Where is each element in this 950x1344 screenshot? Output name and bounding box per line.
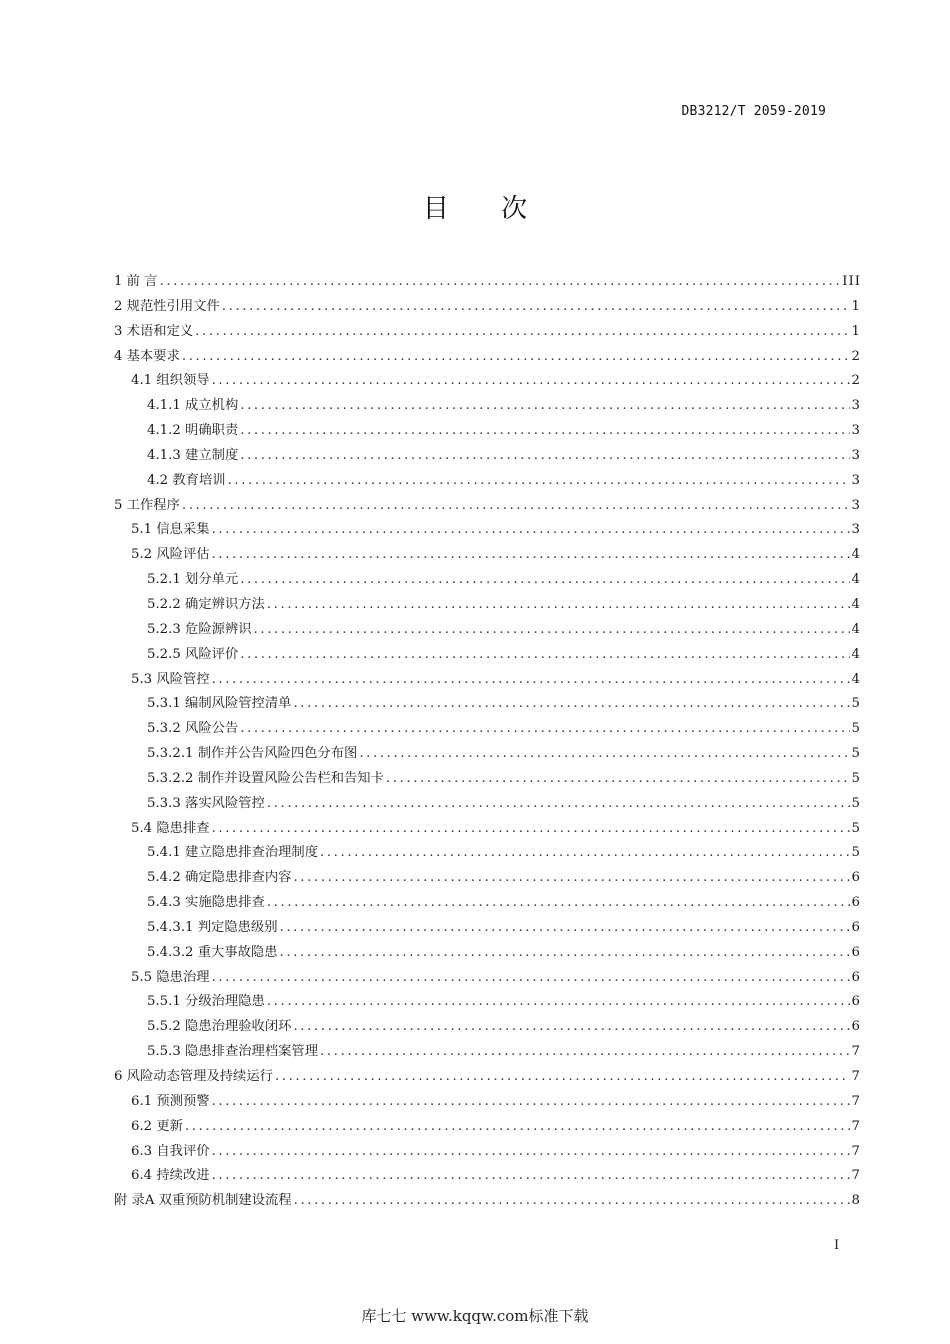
toc-entry[interactable] [114, 692, 861, 717]
toc-entry-label: 5 工作程序 [114, 497, 180, 513]
toc-entry-page: 5 [851, 746, 861, 762]
toc-entry-label: 5.3.3 落实风险管控 [147, 795, 265, 811]
toc-dot-leader [212, 970, 850, 985]
toc-entry-label: 6.2 更新 [131, 1118, 183, 1134]
toc-entry-label: 5.5.2 隐患治理验收闭环 [147, 1019, 292, 1035]
toc-dot-leader [320, 845, 850, 860]
toc-dot-leader [293, 870, 849, 885]
toc-entry-label: 5.3.2.2 制作并设置风险公告栏和告知卡 [147, 770, 384, 786]
toc-dot-leader [240, 423, 849, 438]
toc-entry-label: 5.2 风险评估 [131, 547, 210, 563]
toc-entry-label: 5.3.2 风险公告 [147, 721, 239, 737]
toc-entry-page: 4 [851, 671, 861, 687]
toc-entry-page: 3 [851, 447, 861, 463]
document-code: DB3212/T 2059-2019 [681, 104, 826, 119]
toc-dot-leader [359, 746, 849, 761]
toc-entry-label: 6 风险动态管理及持续运行 [114, 1069, 273, 1084]
toc-entry[interactable] [114, 295, 861, 320]
toc-entry[interactable] [114, 444, 861, 469]
toc-dot-leader [293, 1019, 849, 1034]
toc-entry-page: 6 [851, 870, 861, 886]
toc-entry[interactable] [114, 817, 861, 842]
toc-entry[interactable] [114, 1015, 861, 1040]
toc-entry-page: 3 [851, 398, 861, 414]
toc-entry-label: 1 前 言 [114, 274, 158, 289]
toc-entry-label: 5.4.3 实施隐患排查 [147, 895, 265, 911]
toc-entry[interactable] [114, 320, 861, 345]
toc-entry-label: 5.4.2 确定隐患排查内容 [147, 870, 292, 886]
toc-entry-page: 3 [851, 472, 861, 488]
toc-dot-leader [240, 572, 849, 587]
toc-entry-page: 4 [851, 646, 861, 662]
toc-entry[interactable] [114, 643, 861, 668]
toc-entry-page: 6 [851, 895, 861, 911]
toc-dot-leader [240, 398, 849, 413]
toc-dot-leader [212, 547, 850, 562]
toc-dot-leader [280, 920, 850, 935]
toc-entry[interactable] [114, 419, 861, 444]
toc-entry-label: 5.1 信息采集 [131, 522, 210, 538]
toc-dot-leader [267, 895, 850, 910]
toc-entry[interactable] [114, 717, 861, 742]
toc-dot-leader [212, 672, 850, 687]
toc-entry[interactable] [114, 792, 861, 817]
toc-entry-page: 2 [851, 373, 861, 389]
toc-entry-page: 7 [851, 1118, 861, 1134]
toc-entry-page: 6 [851, 1019, 861, 1035]
toc-entry-label: 4.1.2 明确职责 [147, 423, 239, 439]
toc-entry-label: 5.5.3 隐患排查治理档案管理 [147, 1044, 319, 1060]
toc-entry-label: 5.4.3.2 重大事故隐患 [147, 944, 278, 960]
toc-entry[interactable] [114, 941, 861, 966]
toc-entry-page: 5 [851, 845, 861, 861]
toc-dot-leader [212, 821, 850, 836]
toc-dot-leader [275, 1069, 850, 1084]
toc-entry[interactable] [114, 742, 861, 767]
toc-entry-page: 3 [851, 497, 861, 513]
toc-entry[interactable] [114, 668, 861, 693]
toc-entry-page: 3 [851, 423, 861, 439]
toc-entry[interactable] [114, 593, 861, 618]
toc-entry[interactable] [114, 891, 861, 916]
toc-dot-leader [320, 1044, 850, 1059]
toc-entry-page: III [842, 274, 861, 289]
toc-entry[interactable] [114, 270, 861, 295]
toc-entry-page: 7 [851, 1069, 861, 1084]
toc-entry[interactable] [114, 866, 861, 891]
toc-entry-page: 6 [851, 919, 861, 935]
toc-entry[interactable] [114, 841, 861, 866]
toc-entry[interactable] [114, 990, 861, 1015]
toc-entry[interactable] [114, 1164, 861, 1189]
toc-entry[interactable] [114, 1090, 861, 1115]
toc-entry-page: 5 [851, 721, 861, 737]
toc-entry-label: 5.4.3.1 判定隐患级别 [147, 919, 278, 935]
toc-dot-leader [212, 522, 850, 537]
toc-dot-leader [254, 622, 850, 637]
toc-dot-leader [160, 274, 841, 289]
toc-entry-page: 8 [851, 1193, 861, 1209]
toc-dot-leader [182, 498, 850, 513]
toc-entry-label: 4 基本要求 [114, 348, 180, 364]
toc-entry[interactable] [114, 1065, 861, 1090]
toc-entry[interactable] [114, 966, 861, 991]
toc-entry-label: 5.3.1 编制风险管控清单 [147, 696, 292, 712]
toc-entry-label: 5.3.2.1 制作并公告风险四色分布图 [147, 746, 358, 762]
toc-entry-page: 4 [851, 621, 861, 637]
toc-dot-leader [195, 324, 849, 339]
toc-entry[interactable] [114, 469, 861, 494]
toc-dot-leader [185, 1119, 850, 1134]
toc-entry[interactable] [114, 345, 861, 370]
toc-entry-page: 6 [851, 969, 861, 985]
page-title: 目 次 [422, 194, 550, 224]
toc-entry-page: 3 [851, 522, 861, 538]
toc-dot-leader [280, 945, 850, 960]
toc-entry-page: 6 [851, 994, 861, 1010]
toc-entry[interactable] [114, 767, 861, 792]
toc-entry-page: 7 [851, 1044, 861, 1060]
toc-entry[interactable] [114, 916, 861, 941]
toc-entry[interactable] [114, 369, 861, 394]
toc-entry-label: 4.1.1 成立机构 [147, 398, 239, 414]
toc-entry-page: 5 [851, 795, 861, 811]
toc-entry-page: 4 [851, 572, 861, 588]
toc-entry-label: 5.2.3 危险源辨识 [147, 621, 252, 637]
toc-entry[interactable] [114, 568, 861, 593]
toc-dot-leader [182, 349, 850, 364]
toc-dot-leader [240, 647, 849, 662]
toc-entry-label: 4.1.3 建立制度 [147, 447, 239, 463]
toc-entry-page: 4 [851, 547, 861, 563]
toc-entry-page: 1 [851, 298, 861, 314]
toc-dot-leader [212, 1144, 850, 1159]
toc-entry-label: 2 规范性引用文件 [114, 298, 220, 314]
toc-entry[interactable] [114, 618, 861, 643]
toc-entry-label: 6.4 持续改进 [131, 1168, 210, 1184]
toc-entry-label: 5.2.5 风险评价 [147, 646, 239, 662]
toc-dot-leader [222, 299, 850, 314]
toc-entry-label: 6.3 自我评价 [131, 1143, 210, 1159]
toc-entry[interactable] [114, 1140, 861, 1165]
toc-entry-page: 5 [851, 770, 861, 786]
toc-dot-leader [212, 1168, 850, 1183]
toc-dot-leader [212, 373, 850, 388]
toc-entry-label: 5.4.1 建立隐患排查治理制度 [147, 845, 319, 861]
toc-dot-leader [267, 597, 850, 612]
toc-dot-leader [267, 994, 850, 1009]
toc-entry-page: 5 [851, 820, 861, 836]
toc-entry-label: 5.2.2 确定辨识方法 [147, 596, 265, 612]
toc-entry-label: 3 术语和定义 [114, 323, 194, 339]
toc-entry-label: 5.5.1 分级治理隐患 [147, 994, 265, 1010]
toc-dot-leader [240, 448, 849, 463]
toc-entry[interactable] [114, 494, 861, 519]
toc-entry-label: 4.1 组织领导 [131, 373, 210, 389]
toc-entry-label: 5.2.1 划分单元 [147, 572, 239, 588]
toc-entry-page: 6 [851, 944, 861, 960]
toc-dot-leader [386, 771, 850, 786]
toc-entry-label: 附 录A 双重预防机制建设流程 [114, 1193, 292, 1209]
toc-dot-leader [240, 721, 849, 736]
toc-entry[interactable] [114, 543, 861, 568]
toc-dot-leader [212, 1094, 850, 1109]
toc-entry-page: 7 [851, 1093, 861, 1109]
toc-entry-page: 7 [851, 1143, 861, 1159]
toc-entry[interactable] [114, 1115, 861, 1140]
toc-entry-page: 1 [851, 323, 861, 339]
toc-entry-page: 7 [851, 1168, 861, 1184]
toc-dot-leader [228, 473, 850, 488]
toc-entry-page: 5 [851, 696, 861, 712]
toc-entry-page: 4 [851, 596, 861, 612]
toc-dot-leader [293, 696, 849, 711]
toc-dot-leader [294, 1193, 850, 1208]
toc-entry-label: 5.5 隐患治理 [131, 969, 210, 985]
toc-entry[interactable] [114, 394, 861, 419]
toc-entry-label: 5.3 风险管控 [131, 671, 210, 687]
toc-entry[interactable] [114, 1040, 861, 1065]
footer-watermark: 库七七 www.kqqw.com标准下载 [361, 1307, 589, 1325]
toc-entry-label: 5.4 隐患排查 [131, 820, 210, 836]
toc-entry-label: 6.1 预测预警 [131, 1093, 210, 1109]
toc-entry-label: 4.2 教育培训 [147, 472, 226, 488]
toc-dot-leader [267, 796, 850, 811]
table-of-contents [114, 270, 861, 1214]
page-number: I [834, 1238, 840, 1253]
toc-entry[interactable] [114, 1189, 861, 1214]
toc-entry-page: 2 [851, 348, 861, 364]
toc-entry[interactable] [114, 518, 861, 543]
